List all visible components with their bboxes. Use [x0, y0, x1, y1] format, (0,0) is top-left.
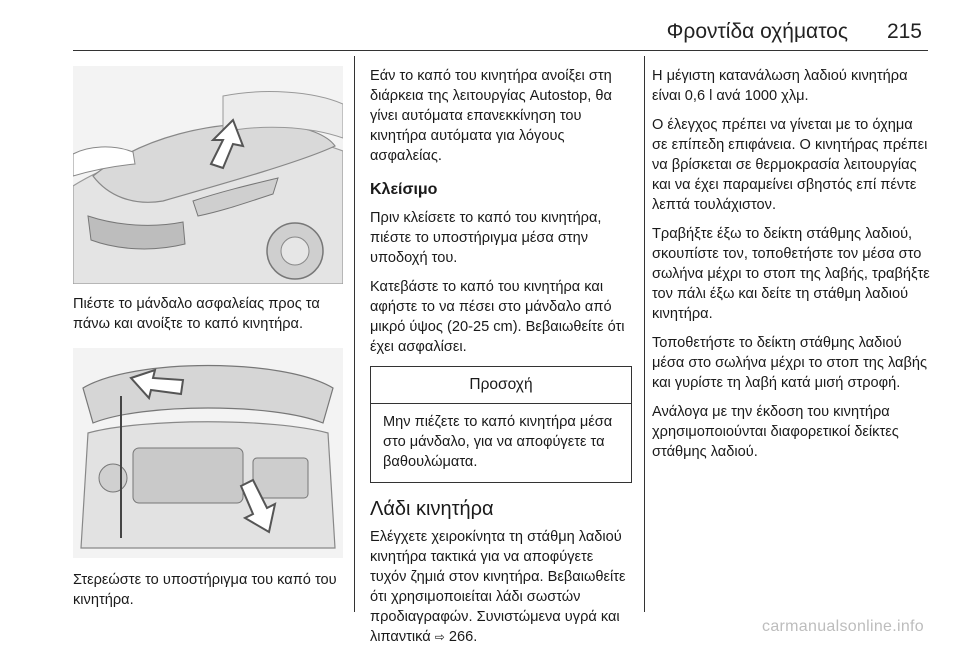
engine-oil-paragraph: [370, 527, 632, 647]
column-divider-1: [354, 56, 355, 612]
dipstick-variants-paragraph: Ανάλογα με την έκδοση του κινητήρα χρησιμοποιούνται διαφορετικοί δείκτες στάθμης λαδιού.: [652, 404, 899, 460]
engine-oil-text: Ελέγχετε χειροκίνητα τη στάθμη λαδιού κινητήρα τακτικά για να αποφύγετε τυχόν ζημιά στον κινητήρα. Βεβαιωθείτε ότι χρησιμοποιείται λάδι σωστών προδιαγραφών. Συνιστώμενα υγρά και λιπαντικά: [370, 529, 626, 645]
oil-consumption-paragraph: Η μέγιστη κατανάλωση λαδιού κινητήρα είναι 0,6 l ανά 1000 χλμ.: [652, 68, 908, 104]
page-header: [0, 0, 960, 50]
header-divider: [73, 50, 928, 51]
closing-paragraph-1: Πριν κλείσετε το καπό του κινητήρα, πιέστε το υποστήριγμα μέσα στην υποδοχή του.: [370, 210, 602, 266]
closing-heading: Κλείσιμο: [370, 181, 438, 198]
column-2: [370, 66, 632, 656]
cross-reference-page[interactable]: 266.: [448, 629, 478, 645]
watermark: carmanualsonline.info: [762, 618, 924, 635]
cross-reference-arrow-icon: ⇨: [434, 630, 445, 644]
closing-paragraph-2: Κατεβάστε το καπό του κινητήρα και αφήστε το να πέσει στο μάνδαλο από μικρό ύψος (20-25 cm). Βεβαιωθείτε ότι έχει ασφαλίσει.: [370, 279, 625, 355]
caution-title: Προσοχή: [371, 367, 631, 404]
column-1: [73, 66, 343, 610]
column-3: [652, 66, 930, 471]
dipstick-insert-paragraph: Τοποθετήστε το δείκτη στάθμης λαδιού μέσα στο σωλήνα μέχρι το στοπ της λαβής και γυρίστε τη λαβή κατά μισή στροφή.: [652, 335, 928, 391]
hood-stay-illustration: [73, 348, 343, 558]
section-title: Φροντίδα οχήματος: [666, 20, 848, 43]
hood-latch-illustration: [73, 66, 343, 284]
column-divider-2: [644, 56, 645, 612]
figure-caption-2: Στερεώστε το υποστήριγμα του καπό του κινητήρα.: [73, 572, 337, 608]
autostop-paragraph: Εάν το καπό του κινητήρα ανοίξει στη διάρκεια της λειτουργίας Autostop, θα γίνει αυτόματα επανεκκίνηση του κινητήρα αυτόματα για λόγους ασφαλείας.: [370, 68, 612, 164]
caution-text: Μην πιέζετε το καπό κινητήρα μέσα στο μάνδαλο, για να αποφύγετε τα βαθουλώματα.: [383, 414, 613, 470]
engine-oil-heading: Λάδι κινητήρα: [370, 498, 494, 520]
figure-caption-1: Πιέστε το μάνδαλο ασφαλείας προς τα πάνω και ανοίξτε το καπό κινητήρα.: [73, 296, 320, 332]
page-number: 215: [886, 20, 922, 43]
caution-box: [370, 366, 632, 483]
check-conditions-paragraph: Ο έλεγχος πρέπει να γίνεται με το όχημα σε επίπεδη επιφάνεια. Ο κινητήρας πρέπει να βρίσκεται σε θερμοκρασία λειτουργίας και να έχει παραμείνει σβηστός επί πέντε λεπτά τουλάχιστον.: [652, 117, 928, 213]
dipstick-check-paragraph: Τραβήξτε έξω το δείκτη στάθμης λαδιού, σκουπίστε τον, τοποθετήστε τον μέσα στο σωλήνα μέχρι το στοπ της λαβής, τραβήξτε τον πάλι έξω και δείτε τη στάθμη λαδιού κινητήρα.: [652, 226, 930, 322]
